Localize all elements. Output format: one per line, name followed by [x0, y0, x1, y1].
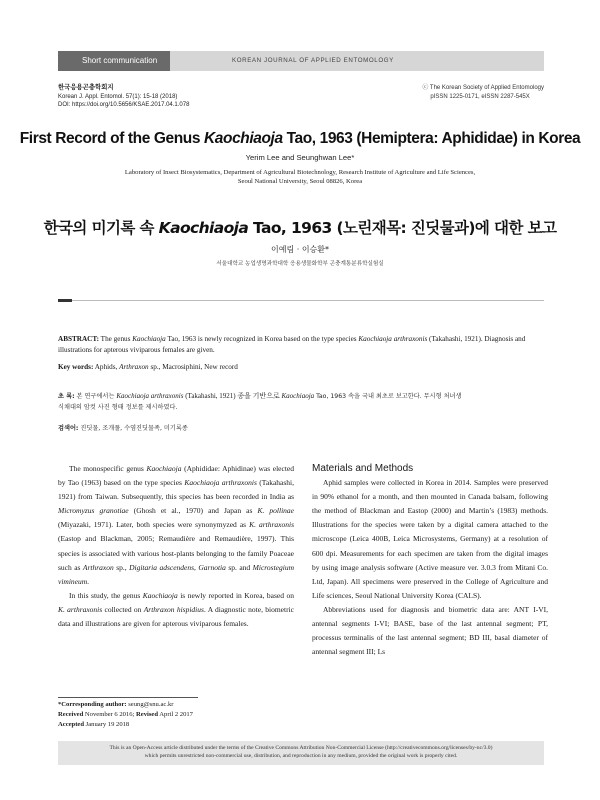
body-left-column [58, 462, 294, 631]
received-dates: Received November 6 2016; Revised April 2 2017 [58, 711, 193, 718]
citation-block [58, 84, 189, 110]
divider-mark [58, 299, 72, 302]
footnote-rule [58, 697, 198, 698]
doi[interactable]: DOI: https://doi.org/10.5656/KSAE.2017.04.1.078 [58, 102, 190, 109]
license-box: This is an Open-Access article distributed under the terms of the Creative Commons Attribution Non-Commercial License (http://creativecommons.org/licenses/by-nc/3.0) which permits unrestricted non-commercial use, distribution, and reproduction in any medium, provided the original work is properly cited. [58, 741, 544, 765]
journal-name-ko: 한국응용곤충학회지 [58, 84, 114, 91]
body-right-column [312, 462, 548, 659]
abstract-korean: 초 록: 본 연구에서는 Kaochiaoja arthraxonis (Takahashi, 1921) 종을 기반으로 Kaochiaoja Tao, 1963 속을 국내 최초로 보고한다. 무시형 처녀생 식채대의 암컷 사진 형태 정보를 제시하였다. [58, 392, 462, 411]
copyright-block [422, 84, 544, 101]
authors-english: Yerim Lee and Seunghwan Lee* [245, 153, 355, 162]
methods-paragraph-2: Abbreviations used for diagnosis and biometric data are: ANT I-VI, antennal segments I-VI; BASE, base of the last antennal segment; PT, processus terminalis of the last antennal segment; BD III, basal diameter of antennal segment III; Ls [312, 604, 548, 657]
journal-name: KOREAN JOURNAL OF APPLIED ENTOMOLOGY [232, 57, 394, 64]
citation: Korean J. Appl. Entomol. 57(1): 15-18 (2018) [58, 93, 178, 100]
methods-paragraph-1: Aphid samples were collected in Korea in 2014. Samples were preserved in 90% ethanol for a month, and then mounted in Canada balsam, following the method of Blackman and Eastop (2000) and Martin’s (1983) methods. Illustrations for the species were taken by a digital camera attached to the microscope (Leica 400B, Leica Microsystems, Germany) at a resolution of 600 dpi. Measurements for each specimen are taken from the digital images by using image analysis software (Active measure ver. 3.0.3 from Mitani Co. Ltd, Japan). All specimens were preserved in the College of Agriculture and Life sciences, Seoul National University Korea (CALS). [312, 478, 548, 600]
copyright: ⓒ The Korean Society of Applied Entomology [422, 85, 544, 91]
accepted-date: Accepted January 19 2018 [58, 721, 130, 728]
intro-paragraph-1: The monospecific genus Kaochiaoja (Aphididae: Aphidinae) was elected by Tao (1963) based on the type species Kaochiaoja arthraxonis (Takahashi, 1921) from Taiwan. Subsequently, this species has been recorded in India as Micromyzus granotiae (Ghosh et al., 1970) and Japan as K. pollinae (Miyazaki, 1971). Later, both species were synonymyzed as K. arthraxonis (Eastop and Blackman, 2005; Remaudière and Remaudière, 1997). This species is associated with various host-plants belonging to the family Poaceae such as Arthraxon sp., Digitaria adscendens, Garnotia sp. and Microstegium vimineum. [58, 464, 295, 586]
title-korean: 한국의 미기록 속 Kaochiaoja Tao, 1963 (노린재목: 진딧물과)에 대한 보고 [43, 219, 557, 237]
corresponding-author: *Corresponding author: seung@snu.ac.kr [58, 701, 174, 708]
article-type-label: Short communication [58, 51, 170, 71]
header-band [58, 51, 544, 71]
divider [58, 300, 544, 301]
affiliation-korean: 서울대학교 농업생명과학대학 응용생물화학부 곤충계통분류학실험실 [216, 261, 384, 267]
issn: pISSN 1225-0171, eISSN 2287-545X [430, 93, 530, 100]
authors-korean: 이예림 · 이승환* [271, 245, 329, 254]
intro-paragraph-2: In this study, the genus Kaochiaoja is newly reported in Korea, based on K. arthraxonis collected on Arthraxon hispidius. A diagnostic note, biometric data and illustrations are given for apterous viviparous females. [58, 590, 294, 629]
affiliation-english: Laboratory of Insect Biosystematics, Department of Agricultural Biotechnology, Research Institute of Agriculture and Life Sciences, Seoul National University, Seoul 08826, Korea [124, 169, 476, 186]
abstract: ABSTRACT: The genus Kaochiaoja Tao, 1963 is newly recognized in Korea based on the type species Kaochiaoja arthraxonis (Takahashi, 1921). Diagnosis and illustrations for apterous viviparous females are given. [58, 335, 526, 354]
title-english: First Record of the Genus Kaochiaoja Tao, 1963 (Hemiptera: Aphididae) in Korea [19, 130, 581, 147]
footnote [58, 700, 193, 730]
keywords: Key words: Aphids, Arthraxon sp., Macrosiphini, New record [58, 363, 238, 371]
keywords-korean: 검색어: 진딧물, 조개풀, 수염진딧물족, 미기록종 [58, 425, 188, 432]
section-heading: Materials and Methods [312, 463, 414, 474]
